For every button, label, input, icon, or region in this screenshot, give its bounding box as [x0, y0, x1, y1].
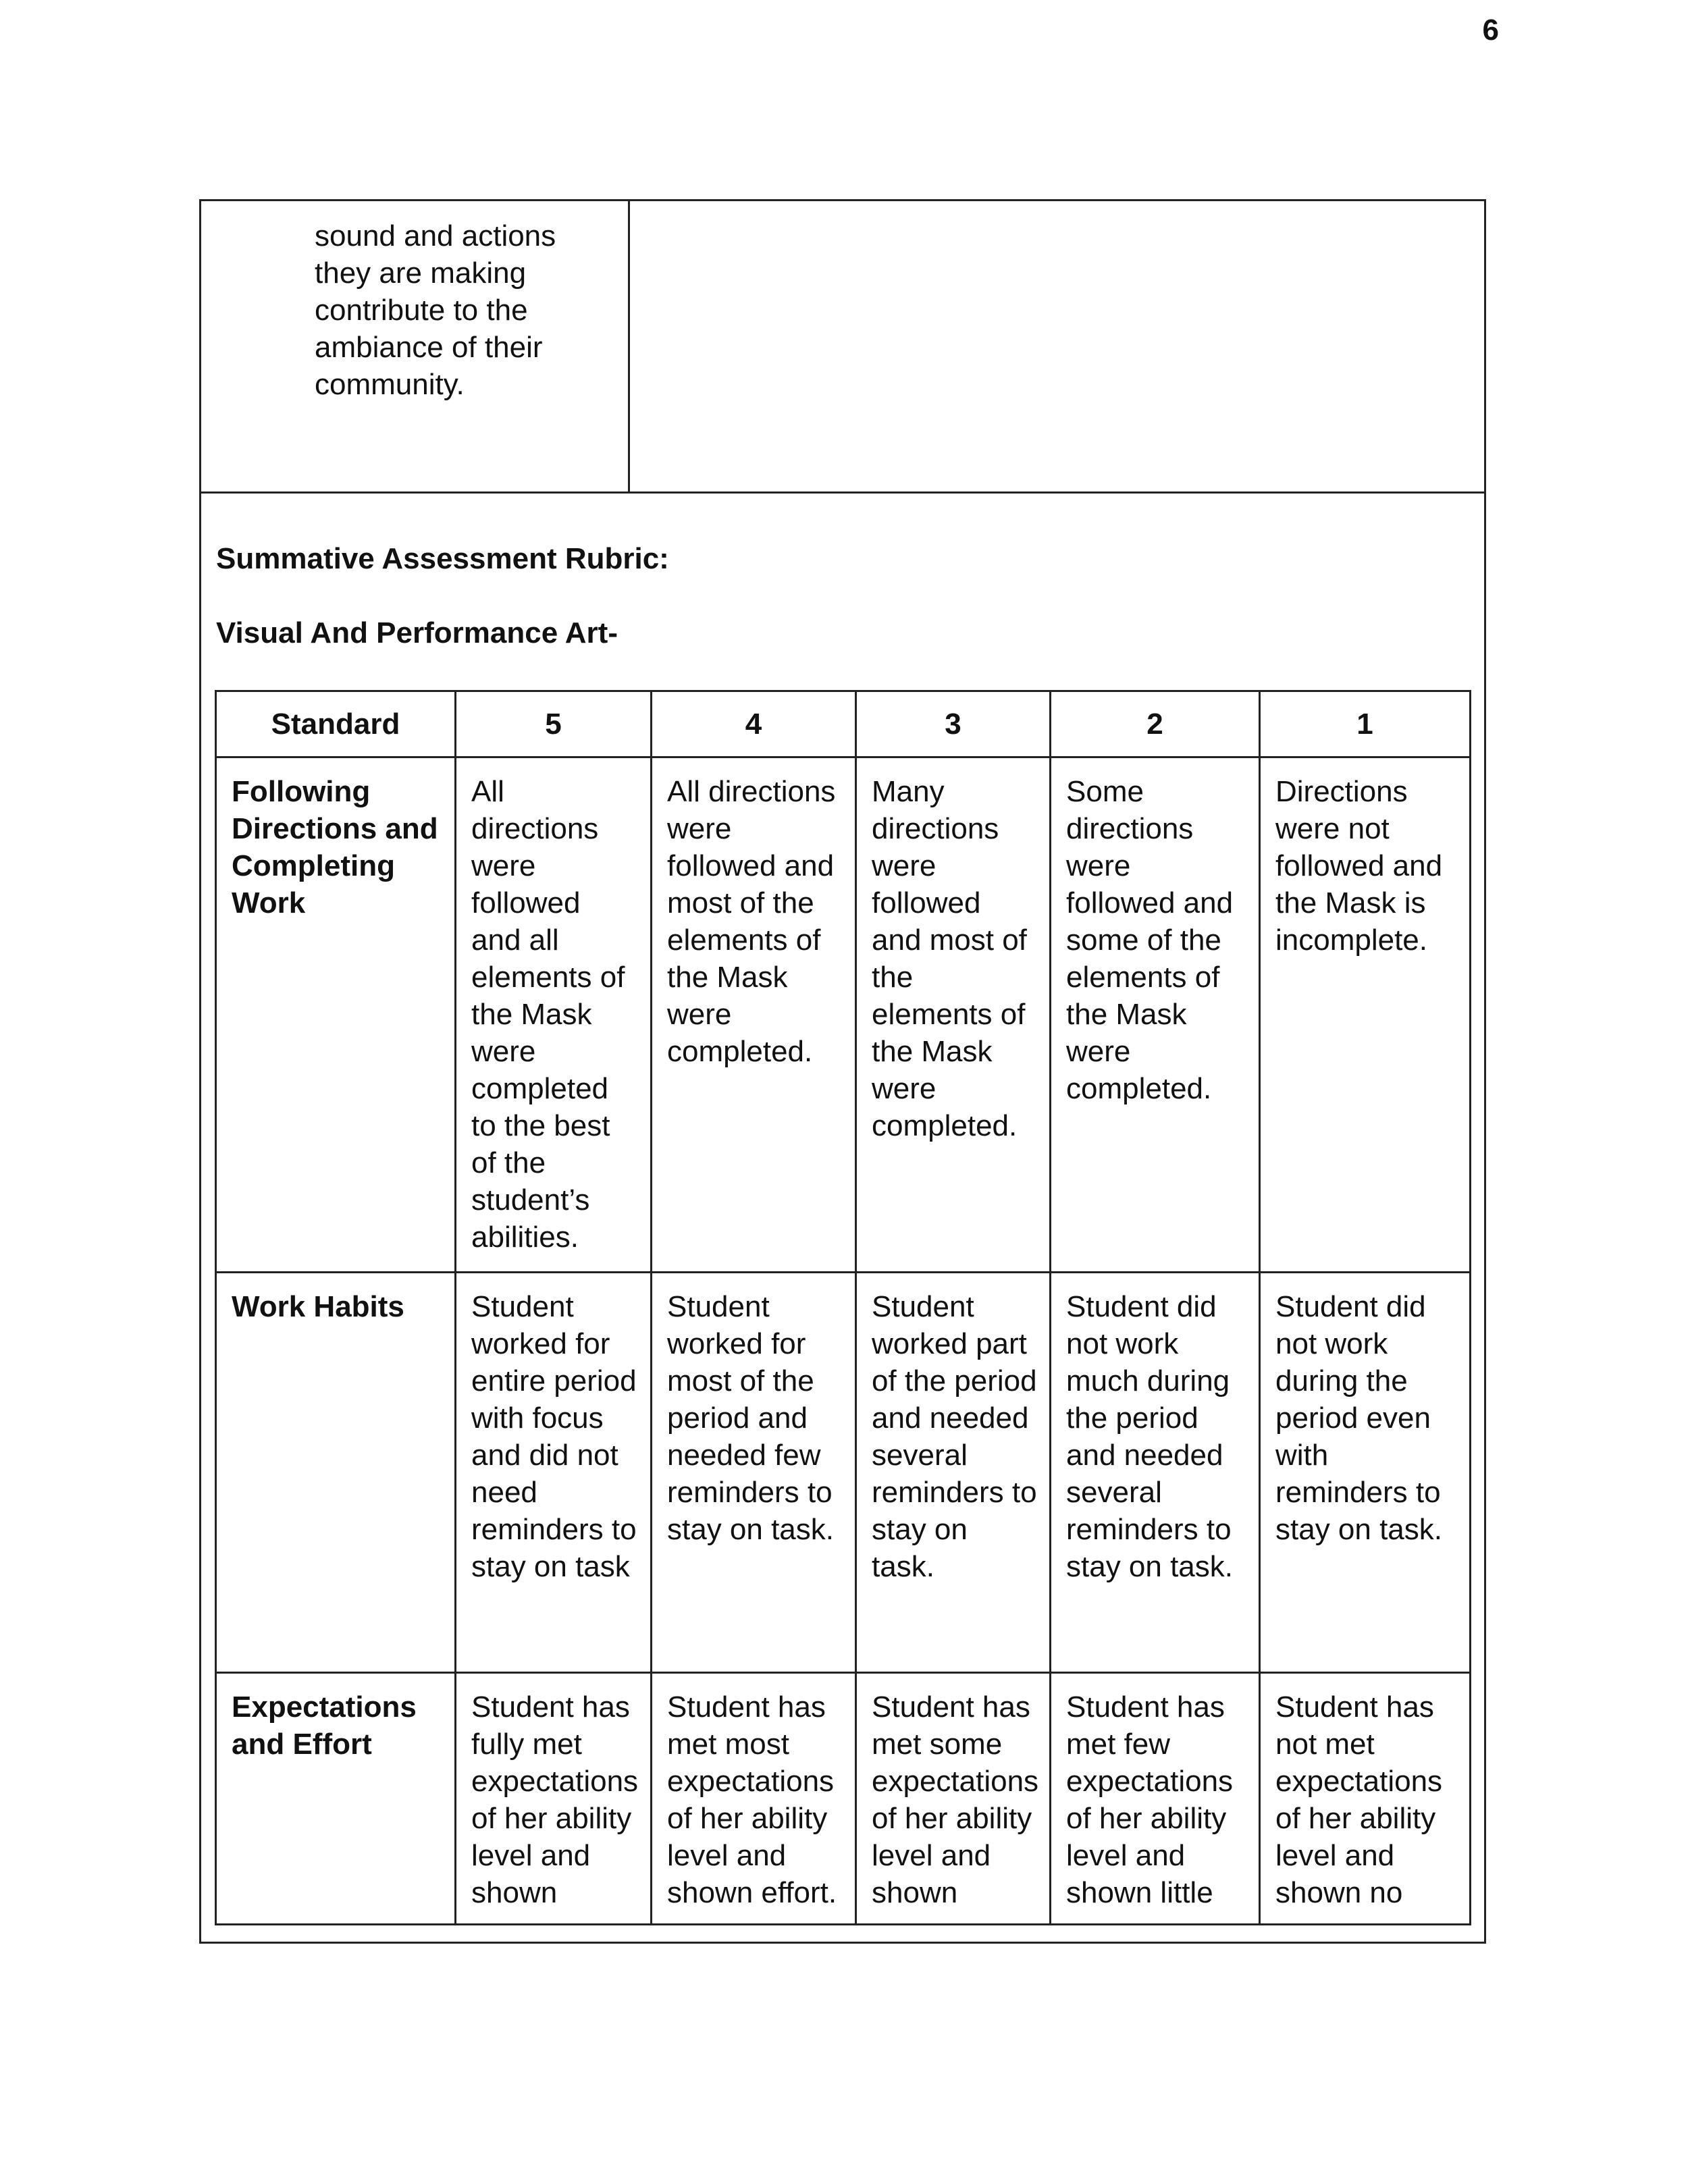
header-score-5: 5	[456, 691, 652, 757]
rubric-header-row	[216, 691, 1471, 757]
score-cell-2: Student has met few expectations of her ability level and shown little	[1051, 1673, 1260, 1925]
score-cell-2: Some directions were followed and some of the elements of the Mask were completed.	[1051, 757, 1260, 1273]
score-cell-3: Student worked part of the period and needed several reminders to stay on task.	[856, 1273, 1051, 1673]
rubric-row-work-habits	[216, 1273, 1471, 1673]
score-cell-2: Student did not work much during the period and needed several reminders to stay on task.	[1051, 1273, 1260, 1673]
continued-cell-text: sound and actions they are making contribute to the ambiance of their community.	[315, 219, 556, 401]
header-score-1: 1	[1260, 691, 1471, 757]
criterion-cell: Following Directions and Completing Work	[216, 757, 456, 1273]
score-cell-4: All directions were followed and most of the elements of the Mask were completed.	[652, 757, 856, 1273]
page-number: 6	[1482, 14, 1499, 47]
score-cell-5: Student has fully met expectations of her ability level and shown	[456, 1673, 652, 1925]
rubric-row-directions	[216, 757, 1471, 1273]
score-cell-1: Student has not met expectations of her ability level and shown no	[1260, 1673, 1471, 1925]
rubric-row-expectations	[216, 1673, 1471, 1925]
rubric-subheading: Visual And Performance Art-	[216, 616, 618, 649]
score-cell-1: Student did not work during the period even with reminders to stay on task.	[1260, 1273, 1471, 1673]
header-standard: Standard	[216, 691, 456, 757]
criterion-cell: Expectations and Effort	[216, 1673, 456, 1925]
score-cell-5: All directions were followed and all elements of the Mask were completed to the best of the student’s abilities.	[456, 757, 652, 1273]
score-cell-5: Student worked for entire period with focus and did not need reminders to stay on task	[456, 1273, 652, 1673]
criterion-cell: Work Habits	[216, 1273, 456, 1673]
score-cell-4: Student worked for most of the period and needed few reminders to stay on task.	[652, 1273, 856, 1673]
score-cell-4: Student has met most expectations of her ability level and shown effort.	[652, 1673, 856, 1925]
continued-row	[201, 201, 1484, 494]
rubric-heading: Summative Assessment Rubric:	[216, 542, 669, 575]
continued-cell-left	[201, 201, 630, 491]
header-score-2: 2	[1051, 691, 1260, 757]
score-cell-3: Many directions were followed and most of the elements of the Mask were completed.	[856, 757, 1051, 1273]
header-score-3: 3	[856, 691, 1051, 757]
header-score-4: 4	[652, 691, 856, 757]
rubric-table	[215, 690, 1471, 1925]
score-cell-1: Directions were not followed and the Mask is incomplete.	[1260, 757, 1471, 1273]
score-cell-3: Student has met some expectations of her ability level and shown	[856, 1673, 1051, 1925]
